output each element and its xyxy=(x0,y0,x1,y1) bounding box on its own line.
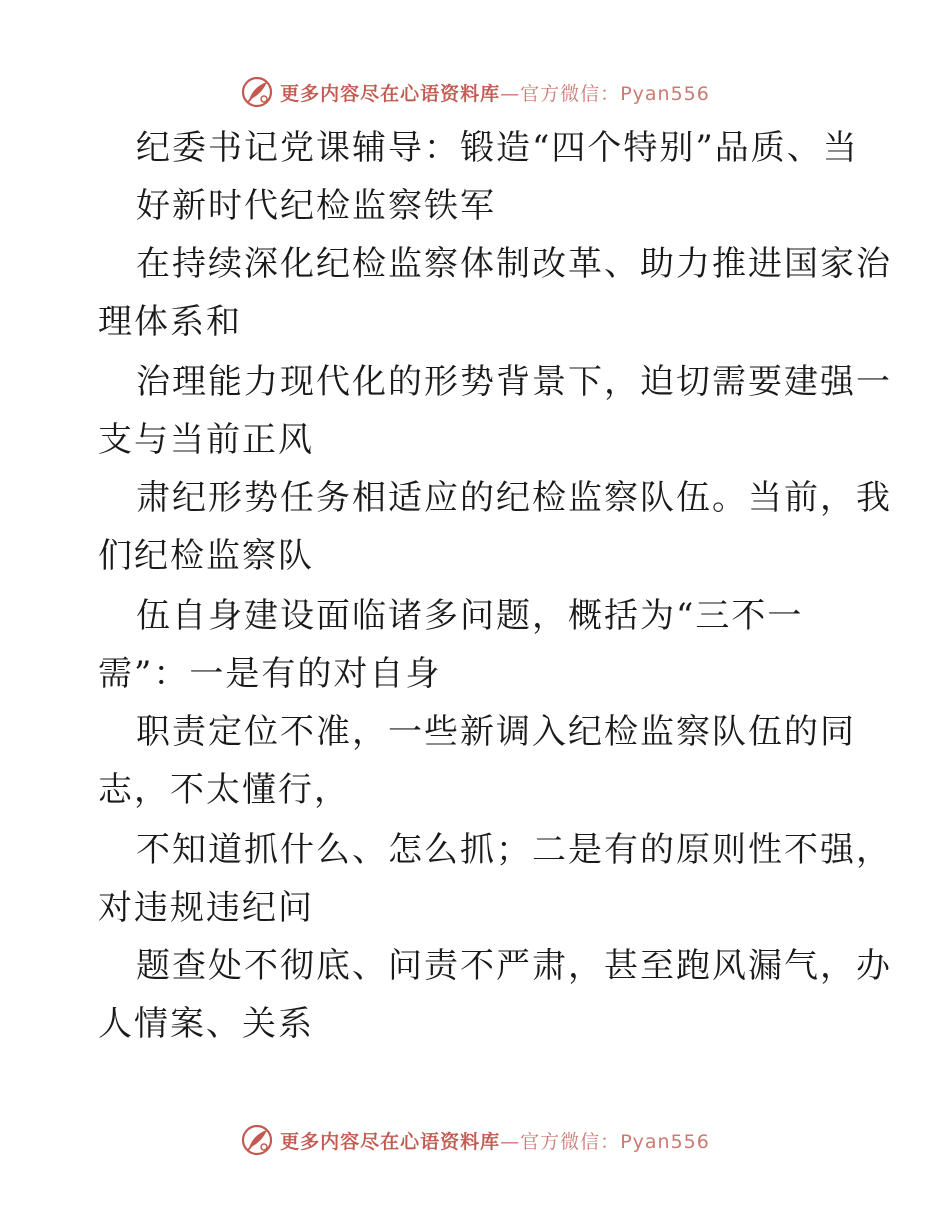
paragraph-line: 肃纪形势任务相适应的纪检监察队伍。当前，我 xyxy=(136,478,892,518)
watermark-wechat-label: 官方微信： xyxy=(520,1130,621,1153)
feather-quill-logo-icon xyxy=(240,75,274,109)
paragraph-line: 对违规违纪问 xyxy=(98,888,314,928)
paragraph-line: 支与当前正风 xyxy=(98,420,314,460)
footer-watermark xyxy=(0,1120,950,1160)
title-line-1: 纪委书记党课辅导：锻造“四个特别”品质、当 xyxy=(136,128,859,168)
feather-quill-logo-icon xyxy=(240,1123,274,1157)
paragraph-line: 治理能力现代化的形势背景下，迫切需要建强一 xyxy=(136,362,892,402)
title-line-2: 好新时代纪检监察铁军 xyxy=(136,186,496,226)
watermark-separator: — xyxy=(500,82,521,105)
watermark-wechat-id: Pyan556 xyxy=(620,1130,710,1153)
paragraph-line: 们纪检监察队 xyxy=(98,536,314,576)
paragraph-line: 不知道抓什么、怎么抓；二是有的原则性不强， xyxy=(136,830,892,870)
watermark-text xyxy=(280,1127,710,1154)
header-watermark xyxy=(0,72,950,112)
watermark-separator: — xyxy=(500,1130,521,1153)
watermark-wechat-label: 官方微信： xyxy=(520,82,621,105)
paragraph-line: 题查处不彻底、问责不严肃，甚至跑风漏气，办 xyxy=(136,946,892,986)
watermark-main: 更多内容尽在心语资料库 xyxy=(280,82,501,105)
watermark-wechat-id: Pyan556 xyxy=(620,82,710,105)
paragraph-line: 志，不太懂行， xyxy=(98,770,350,810)
paragraph-line: 理体系和 xyxy=(98,302,242,342)
paragraph-line: 需”：一是有的对自身 xyxy=(98,654,442,694)
paragraph-line: 伍自身建设面临诸多问题，概括为“三不一 xyxy=(136,596,804,636)
paragraph-line: 职责定位不准，一些新调入纪检监察队伍的同 xyxy=(136,712,856,752)
paragraph-line: 人情案、关系 xyxy=(98,1004,314,1044)
watermark-text xyxy=(280,79,710,106)
watermark-main: 更多内容尽在心语资料库 xyxy=(280,1130,501,1153)
paragraph-line: 在持续深化纪检监察体制改革、助力推进国家治 xyxy=(136,244,892,284)
